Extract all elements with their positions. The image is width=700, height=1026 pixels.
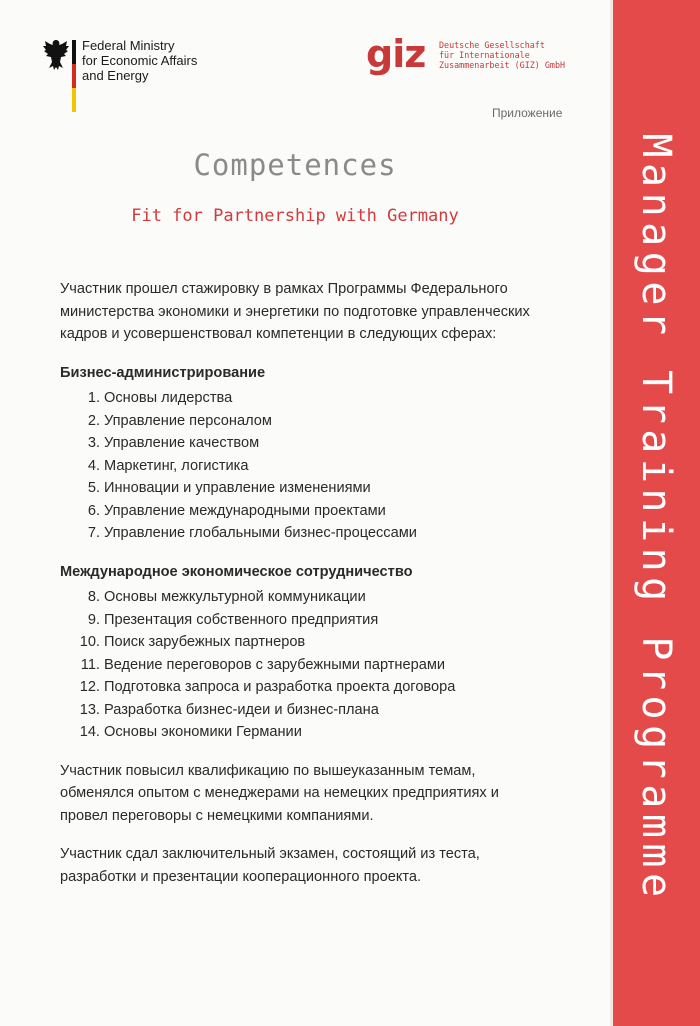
body-content	[60, 278, 550, 888]
giz-full-name: Deutsche Gesellschaft für Internationale Zusammenarbeit (GIZ) GmbH	[439, 40, 566, 70]
list-item: 11. Ведение переговоров с зарубежными партнерами	[80, 656, 446, 673]
page-title: Competences	[193, 148, 397, 182]
federal-eagle-icon	[42, 38, 70, 72]
section-title: Международное экономическое сотрудничество	[60, 563, 413, 580]
closing-paragraph: Участник повысил квалификацию по вышеуказанным темам, обменялся опытом с менеджерами на немецких предприятиях и провел переговоры с немецкими компаниями.	[60, 762, 499, 824]
programme-title: Manager Training Programme	[633, 133, 679, 903]
list-item: 3. Управление качеством	[87, 435, 260, 451]
competence-list	[60, 387, 550, 545]
list-item: 10. Поиск зарубежных партнеров	[79, 634, 306, 650]
ministry-logo	[42, 38, 242, 118]
list-item: 12. Подготовка запроса и разработка проекта договора	[79, 679, 456, 695]
ministry-name: Federal Ministry for Economic Affairs and Energy	[82, 38, 198, 83]
programme-sideband	[613, 0, 700, 1026]
list-item: 14. Основы экономики Германии	[79, 724, 302, 740]
list-item: 4. Маркетинг, логистика	[87, 457, 249, 474]
list-item: 8. Основы межкультурной коммуникации	[87, 589, 366, 605]
list-item: 2. Управление персоналом	[87, 412, 272, 429]
list-item: 1. Основы лидерства	[87, 390, 233, 406]
list-item: 13. Разработка бизнес-идеи и бизнес-плана	[79, 701, 379, 718]
giz-wordmark: giz	[366, 32, 426, 76]
list-item: 6. Управление международными проектами	[87, 502, 386, 519]
list-item: 7. Управление глобальными бизнес-процессами	[87, 525, 417, 541]
intro-paragraph: Участник прошел стажировку в рамках Программы Федерального министерства экономики и энергетики по подготовке управленческих кадров и усовершенствовал компетенции в следующих сферах:	[60, 281, 530, 342]
page-subtitle: Fit for Partnership with Germany	[131, 206, 459, 226]
list-item: 5. Инновации и управление изменениями	[87, 480, 371, 496]
exam-paragraph: Участник сдал заключительный экзамен, состоящий из теста, разработки и презентации кооперационного проекта.	[60, 846, 480, 885]
german-flag-stripe	[72, 40, 76, 112]
competence-list	[60, 586, 550, 744]
appendix-label: Приложение	[492, 106, 563, 120]
section-title: Бизнес-администрирование	[60, 364, 266, 381]
list-item: 9. Презентация собственного предприятия	[87, 611, 379, 628]
